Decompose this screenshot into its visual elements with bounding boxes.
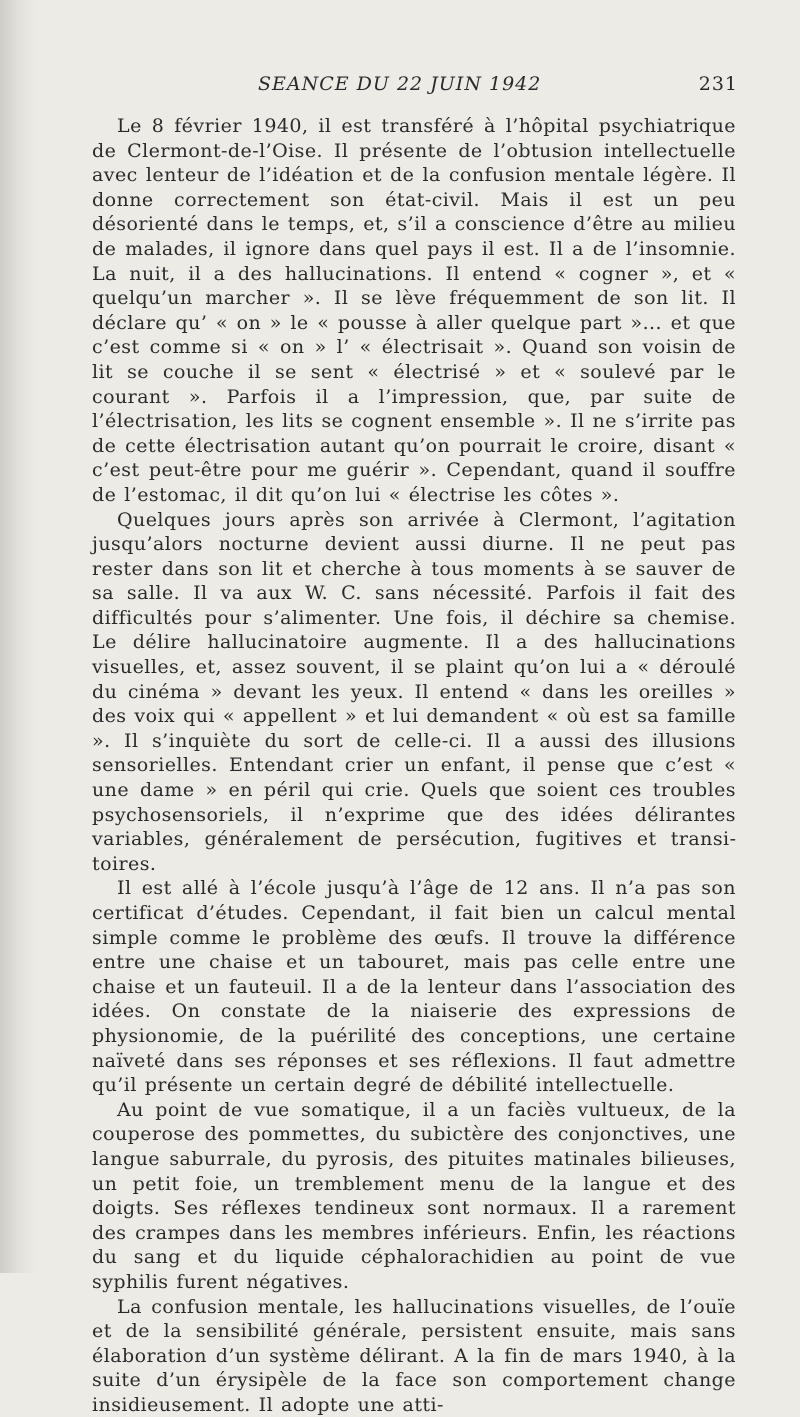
paragraph-3: Il est allé à l’école jusqu’à l’âge de 12 ans. Il n’a pas son certificat d’études. Cependant, il fait bien un calcul mental simple comme le problème des œufs. Il trouve la différence entre une chaise et un tabouret, mais pas celle entre une chaise et un fauteuil. Il a de la lenteur dans l’association des idées. On constate de la niaiserie des expressions de physionomie, de la puérilité des conceptions, une certaine naïveté dans ses réponses et ses réflexions. Il faut admettre qu’il présente un certain degré de débilité intellectuelle. [92,876,736,1097]
paragraph-1: Le 8 février 1940, il est transféré à l’hôpital psychiatrique de Clermont-de-l’Oise. Il présente de l’obtusion intellectuelle avec lenteur de l’idéation et de la confusion mentale légère. Il donne correctement son état-civil. Mais il est un peu désorienté dans le temps, et, s’il a conscience d’être au milieu de malades, il ignore dans quel pays il est. Il a de l’insomnie. La nuit, il a des hallucinations. Il entend « cogner », et « quelqu’un marcher ». Il se lève fréquemment de son lit. Il déclare qu’ « on » le « pousse à aller quelque part »... et que c’est comme si « on » l’ « électrisait ». Quand son voisin de lit se couche il se sent « électrisé » et « soulevé par le courant ». Parfois il a l’impression, que, par suite de l’électrisation, les lits se cognent ensemble ». Il ne s’irrite pas de cette électrisation autant qu’on pourrait le croire, disant « c’est peut-être pour me guérir ». Cependant, quand il souffre de l’estomac, il dit qu’on lui « électrise les côtes ». [92,114,736,508]
paragraph-2: Quelques jours après son arrivée à Clermont, l’agitation jusqu’alors nocturne devient aussi diurne. Il ne peut pas rester dans son lit et cherche à tous moments à se sauver de sa salle. Il va aux W. C. sans nécessité. Parfois il fait des difficultés pour s’alimenter. Une fois, il déchire sa chemise. Le délire hallucinatoire augmente. Il a des hallucinations visuelles, et, assez souvent, il se plaint qu’on lui a « déroulé du cinéma » devant les yeux. Il entend « dans les oreilles » des voix qui « appellent » et lui demandent « où est sa famille ». Il s’inquiète du sort de celle-ci. Il a aussi des illusions sensorielles. Entendant crier un enfant, il pense que c’est « une dame » en péril qui crie. Quels que soient ces troubles psychosensoriels, il n’exprime que des idées délirantes variables, généralement de persécution, fugitives et transitoires. [92,508,736,877]
page-header [0,73,800,99]
page-edge-shadow [0,0,38,1273]
body-text [92,114,736,1417]
paragraph-4: Au point de vue somatique, il a un faciès vultueux, de la couperose des pommettes, du subictère des conjonctives, une langue saburrale, du pyrosis, des pituites matinales bilieuses, un petit foie, un tremblement menu de la langue et des doigts. Ses réflexes tendineux sont normaux. Il a rarement des crampes dans les membres inférieurs. Enfin, les réactions du sang et du liquide céphalorachidien au point de vue syphilis furent négatives. [92,1098,736,1295]
page-number: 231 [699,73,738,95]
paragraph-5: La confusion mentale, les hallucinations visuelles, de l’ouïe et de la sensibilité générale, persistent ensuite, mais sans élaboration d’un système délirant. A la fin de mars 1940, à la suite d’un érysipèle de la face son comportement change insidieusement. Il adopte une atti- [92,1295,736,1417]
running-title: SEANCE DU 22 JUIN 1942 [258,73,541,95]
